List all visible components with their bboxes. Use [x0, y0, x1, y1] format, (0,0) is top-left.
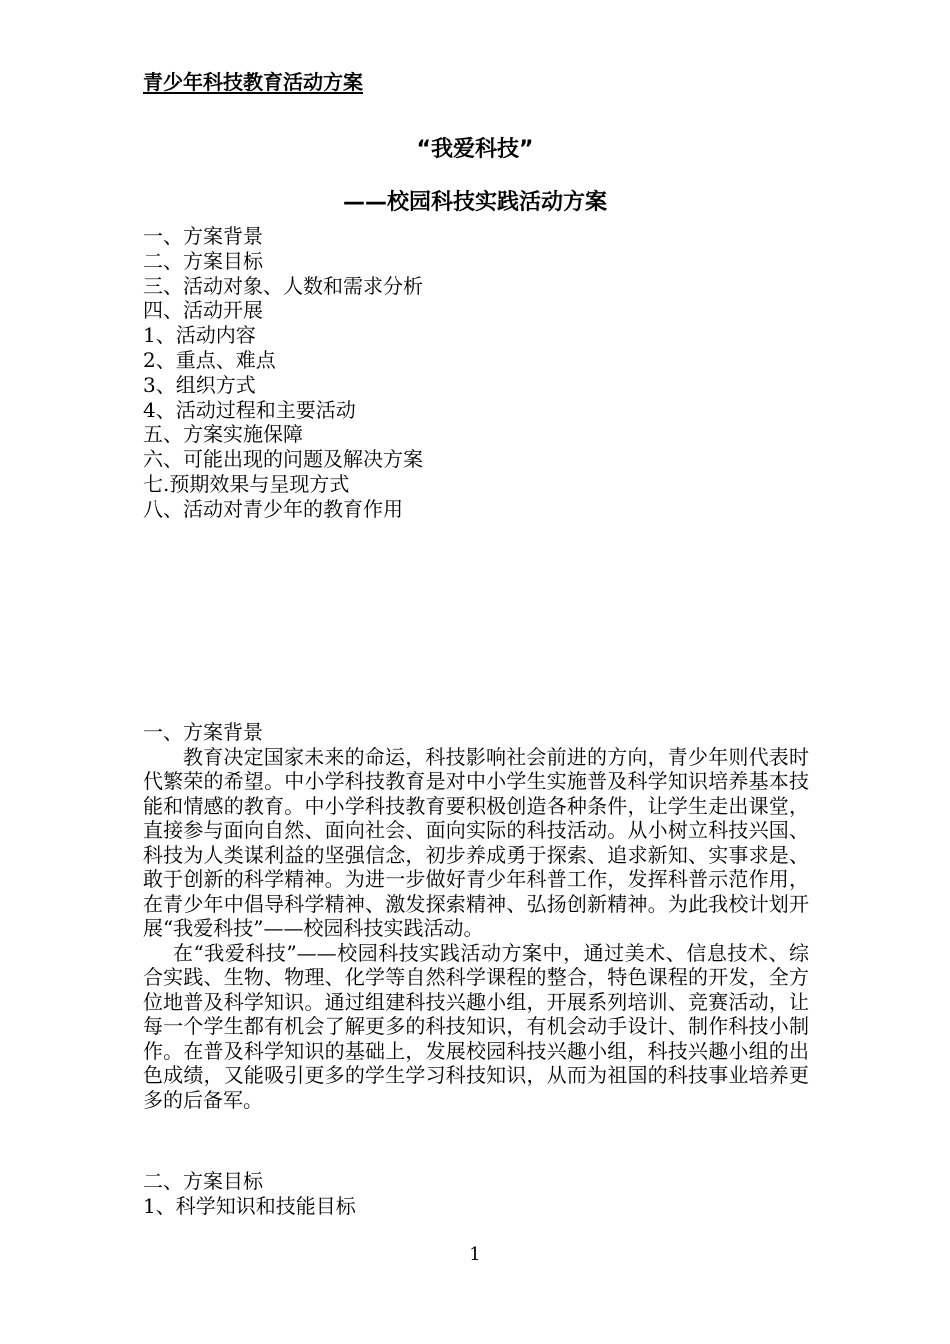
section-heading: 一、方案背景	[143, 720, 263, 744]
toc-item: 三、活动对象、人数和需求分析	[143, 273, 423, 298]
toc-item: 4、活动过程和主要活动	[143, 397, 356, 422]
toc-item: 2、重点、难点	[143, 347, 276, 372]
document-header-title: 青少年科技教育活动方案	[143, 70, 363, 94]
toc-item: 五、方案实施保障	[143, 422, 303, 447]
toc-item: 3、组织方式	[143, 372, 256, 397]
toc-item: 1、活动内容	[143, 323, 256, 348]
section-goals	[143, 1169, 809, 1218]
document-title: “我爱科技”	[416, 137, 534, 162]
table-of-contents	[143, 224, 423, 522]
section-background	[143, 720, 809, 1112]
page-number: 1	[469, 1244, 481, 1265]
paragraph: 教育决定国家未来的命运，科技影响社会前进的方向，青少年则代表时代繁荣的希望。中小学科技教育是对中小学生实施普及科学知识培养基本技能和情感的教育。中小学科技教育要积极创造各种条件，让学生走出课堂，直接参与面向自然、面向社会、面向实际的科技活动。从小树立科技兴国、科技为人类谋利益的坚强信念，初步养成勇于探索、追求新知、实事求是、敢于创新的科学精神。为进一步做好青少年科普工作，发挥科普示范作用，在青少年中倡导科学精神、激发探索精神、弘扬创新精神。为此我校计划开展“我爱科技”——校园科技实践活动。	[143, 744, 809, 940]
toc-item: 六、可能出现的问题及解决方案	[143, 447, 423, 472]
toc-item: 八、活动对青少年的教育作用	[143, 496, 403, 521]
toc-item: 四、活动开展	[143, 298, 263, 323]
toc-item: 二、方案目标	[143, 248, 263, 273]
toc-item: 一、方案背景	[143, 224, 263, 248]
section-heading: 二、方案目标	[143, 1169, 263, 1193]
toc-item: 七.预期效果与呈现方式	[143, 471, 350, 496]
paragraph: 在“我爱科技”——校园科技实践活动方案中，通过美术、信息技术、综合实践、生物、物理、化学等自然科学课程的整合，特色课程的开发，全方位地普及科学知识。通过组建科技兴趣小组，开展系列培训、竞赛活动，让每一个学生都有机会了解更多的科技知识，有机会动手设计、制作科技小制作。在普及科学知识的基础上，发展校园科技兴趣小组，科技兴趣小组的出色成绩，又能吸引更多的学生学习科技知识，从而为祖国的科技事业培养更多的后备军。	[143, 940, 809, 1112]
subsection-heading: 1、科学知识和技能目标	[143, 1193, 356, 1218]
document-subtitle: ——校园科技实践活动方案	[342, 190, 607, 215]
